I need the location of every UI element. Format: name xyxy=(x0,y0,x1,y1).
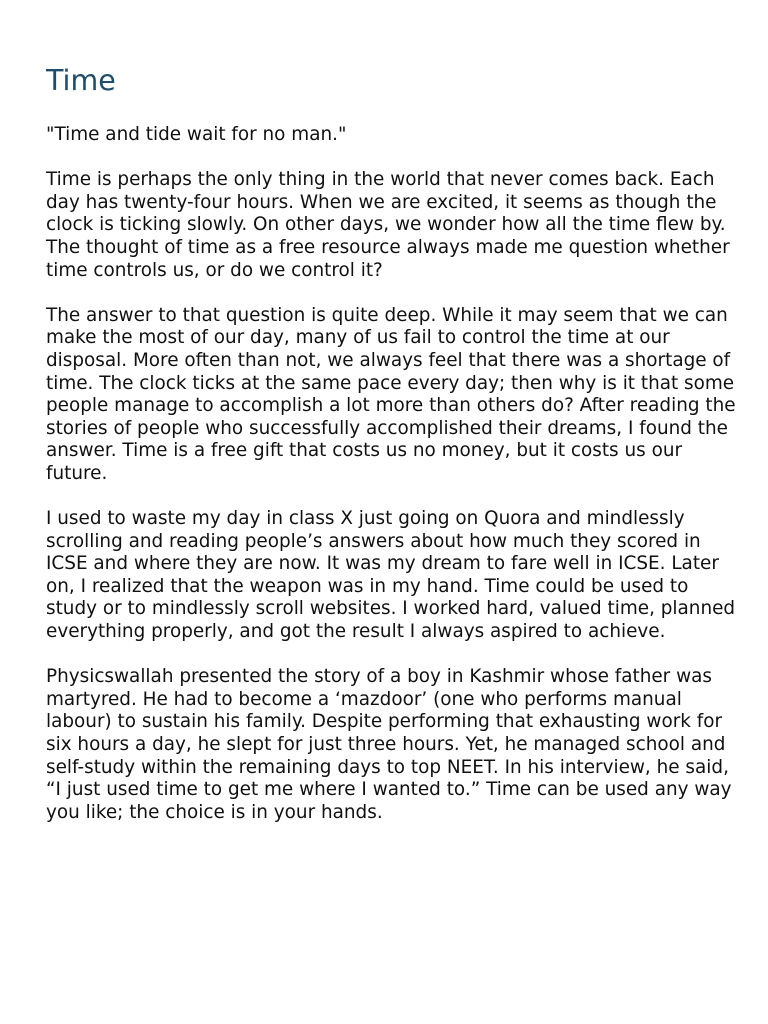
paragraph-1: Time is perhaps the only thing in the world that never comes back. Each day has twenty-four hours. When we are excited, it seems as though the clock is ticking slowly. On other days, we wonder how all the time flew by. The thought of time as a free resource always made me question whether time controls us, or do we control it? xyxy=(46,169,730,281)
document-title: Time xyxy=(46,64,116,97)
paragraph-2: The answer to that question is quite deep. While it may seem that we can make the most of our day, many of us fail to control the time at our disposal. More often than not, we always feel that there was a shortage of time. The clock ticks at the same pace every day; then why is it that some people manage to accomplish a lot more than others do? After reading the stories of people who successfully accomplished their dreams, I found the answer. Time is a free gift that costs us no money, but it costs us our future. xyxy=(46,304,736,484)
document-page xyxy=(46,62,736,824)
paragraph-4: Physicswallah presented the story of a boy in Kashmir whose father was martyred. He had to become a ‘mazdoor’ (one who performs manual labour) to sustain his family. Despite performing that exhausting work for six hours a day, he slept for just three hours. Yet, he managed school and self-study within the remaining days to top NEET. In his interview, he said, “I just used time to get me where I wanted to.” Time can be used any way you like; the choice is in your hands. xyxy=(46,666,732,823)
opening-quote: "Time and tide wait for no man." xyxy=(46,124,347,145)
paragraph-3: I used to waste my day in class X just going on Quora and mindlessly scrolling and reading people’s answers about how much they scored in ICSE and where they are now. It was my dream to fare well in ICSE. Later on, I realized that the weapon was in my hand. Time could be used to study or to mindlessly scroll websites. I worked hard, valued time, planned everything properly, and got the result I always aspired to achieve. xyxy=(46,508,736,643)
